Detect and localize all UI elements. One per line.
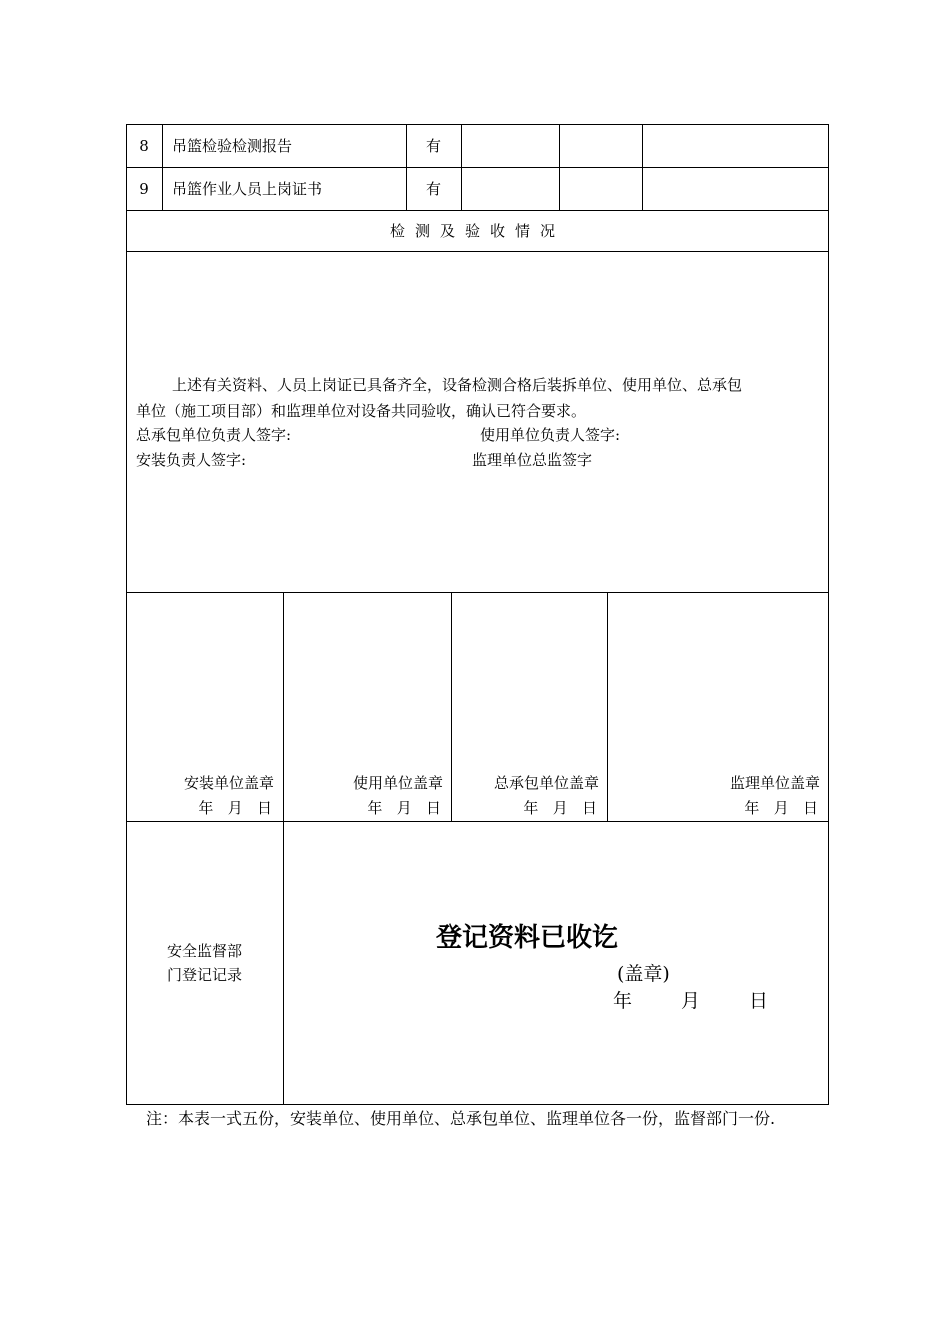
table-line [461,124,462,211]
table-line [126,821,829,822]
seal-mark: (盖章) [617,963,670,985]
installer-signature-label: 安装负责人签字: [136,451,247,469]
general-contractor-signature-label: 总承包单位负责人签字: [136,426,292,444]
registration-month: 月 [681,990,701,1012]
table-line [559,124,560,211]
seal-date: 年 月 日 [523,799,597,817]
section-title: 检测及验收情况 [389,222,565,240]
row-status: 有 [425,180,441,198]
supervisor-signature-label: 监理单位总监签字 [472,451,593,469]
table-line [126,210,829,211]
seal-label: 使用单位盖章 [352,774,443,792]
row-number: 8 [139,137,149,155]
acceptance-paragraph-line2: 单位（施工项目部）和监理单位对设备共同验收，确认已符合要求。 [136,402,587,420]
registration-year: 年 [613,990,633,1012]
registration-label-line2: 门登记记录 [166,966,242,984]
seal-date: 年 月 日 [367,799,441,817]
row-status: 有 [425,137,441,155]
row-item: 吊篮检验检测报告 [172,137,293,155]
table-line [126,124,829,125]
acceptance-paragraph-line1: 上述有关资料、人员上岗证已具备齐全，设备检测合格后装拆单位、使用单位、总承包 [172,376,743,394]
seal-label: 监理单位盖章 [729,774,820,792]
seal-label: 总承包单位盖章 [493,774,599,792]
footnote: 注：本表一式五份，安装单位、使用单位、总承包单位、监理单位各一份，监督部门一份. [146,1109,776,1128]
seal-date: 年 月 日 [198,799,272,817]
table-line [283,821,284,1105]
row-number: 9 [139,180,149,198]
table-line [126,1104,829,1105]
table-line [126,251,829,252]
seal-date: 年 月 日 [744,799,818,817]
table-line [126,592,829,593]
table-line [162,124,163,211]
registration-day: 日 [749,990,769,1012]
table-line [642,124,643,211]
seal-label: 安装单位盖章 [183,774,274,792]
registration-label-line1: 安全监督部 [166,942,242,960]
received-statement: 登记资料已收讫 [436,923,619,953]
user-unit-signature-label: 使用单位负责人签字: [480,426,621,444]
row-item: 吊篮作业人员上岗证书 [172,180,323,198]
table-line [828,124,829,1105]
table-line [126,167,829,168]
